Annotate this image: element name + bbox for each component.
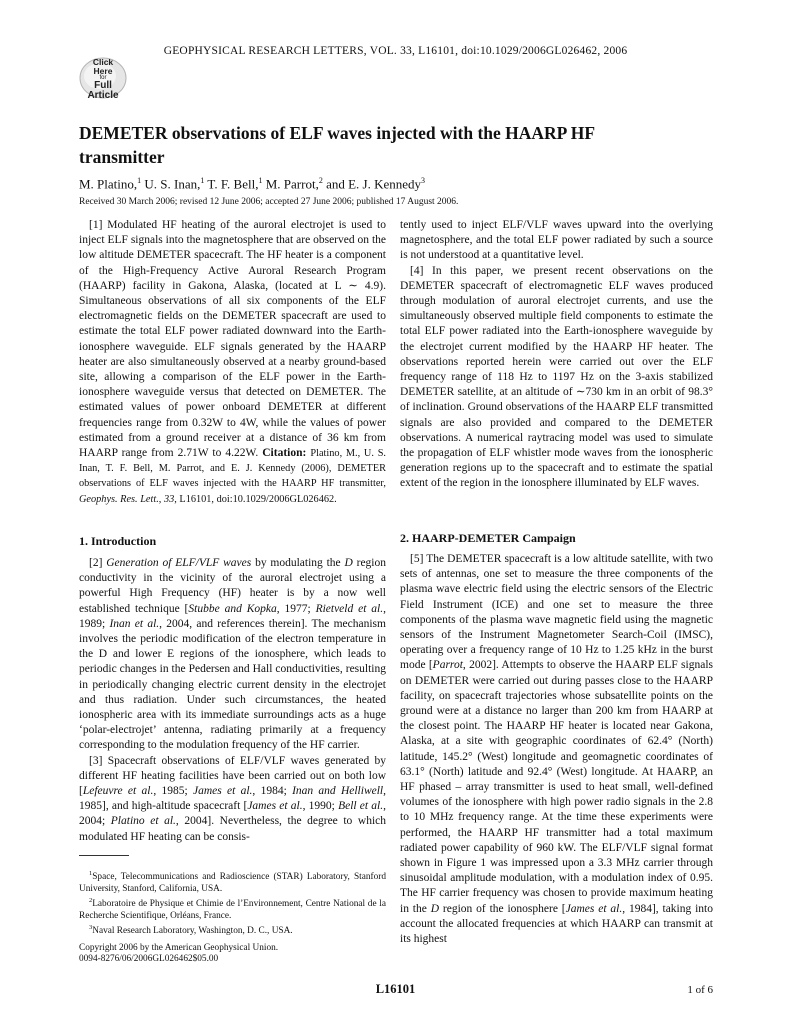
author-2: U. S. Inan,: [141, 176, 201, 192]
p2-text-a: by modulating the: [251, 557, 345, 569]
p3-text-e: , 1990;: [302, 800, 339, 813]
p2-marker: [2]: [89, 557, 103, 569]
p5-ref-2[interactable]: James et al.: [565, 902, 623, 915]
p2-text-c: , 1977;: [276, 602, 316, 615]
p3-ref-3[interactable]: Inan and Helliwell: [292, 785, 384, 798]
copyright-line-1: Copyright 2006 by the American Geophysical Union.: [79, 943, 279, 953]
right-column-top: [400, 218, 713, 492]
p3-ref-5[interactable]: Bell et al.: [338, 800, 384, 813]
citation-journal: Geophys. Res. Lett.: [79, 493, 159, 505]
citation-end: , L16101, doi:10.1029/2006GL026462.: [174, 493, 337, 505]
p2-ref-1[interactable]: Stubbe and Kopka: [188, 602, 277, 615]
author-4: M. Parrot,: [262, 176, 319, 192]
citation-volume: 33: [163, 493, 175, 505]
badge-text-for: for: [99, 75, 107, 81]
campaign-body: [400, 552, 713, 947]
badge-text-click: Click: [92, 57, 114, 67]
p3-text-a: Spacecraft observations of ELF/VLF waves generated by different HF heating facilities have been carried out on both low [: [79, 754, 386, 798]
p5-text-d: , 1984], taking into account the allocated frequencies at which HAARP can transmit at its highest: [400, 902, 713, 946]
journal-header: GEOPHYSICAL RESEARCH LETTERS, VOL. 33, L16101, doi:10.1029/2006GL026462, 2006: [163, 45, 628, 57]
footnotes: [79, 868, 386, 937]
section-heading-campaign: 2. HAARP-DEMETER Campaign: [400, 531, 576, 545]
p3-text-f: , 2004;: [79, 800, 386, 828]
footnote-3: Naval Research Laboratory, Washington, D. C., USA.: [92, 926, 293, 937]
citation-comma: ,: [158, 493, 164, 505]
received-dates: Received 30 March 2006; revised 12 June 2006; accepted 27 June 2006; published 17 August 2006.: [79, 197, 459, 207]
p4-marker: [4]: [410, 264, 424, 277]
p4-text: In this paper, we present recent observations on the DEMETER spacecraft of electromagnetic ELF waves produced through modulation of auroral electrojet currents, and use the simultaneously observed multiple field components to estimate the total ELF power radiated into the Earth-ionosphere waveguide by the electrojet current modified by the HAARP HF heater. The observations reported herein were carried out over the ELF frequency range of 118 Hz to 1197 Hz on the 3-axis stabilized DEMETER satellite, at an altitude of ∼730 km in an orbit of 98.3° of inclination. Ground observations of the HAARP ELF transmitted signals are also provided and compared to the DEMETER observations. A numerical raytracing model was used to simulate the propagation of ELF whistler mode waves from the ionospheric generation regions up to the spacecraft and to estimate the spatial extent of the region in the ionosphere illuminated by ELF waves.: [400, 264, 714, 490]
footnote-divider: [79, 855, 129, 856]
section-heading-introduction: 1. Introduction: [79, 534, 157, 548]
article-title: [79, 121, 719, 169]
citation-label: Citation:: [262, 447, 307, 460]
abstract-marker: [1]: [89, 219, 103, 231]
title-line-2: transmitter: [79, 147, 165, 167]
p3-text-b: , 1985;: [153, 785, 193, 798]
p5-marker: [5]: [410, 553, 424, 565]
badge-text-here: Here: [93, 65, 113, 76]
p5-ref-1[interactable]: Parrot: [432, 659, 463, 672]
p2-d-region: D: [344, 557, 353, 569]
p3-text-c: , 1984;: [252, 785, 293, 798]
full-article-badge[interactable]: [78, 56, 128, 100]
abstract-text: Modulated HF heating of the auroral electrojet is used to inject ELF signals into the magnetosphere that are observed on the low altitude DEMETER spacecraft. The HF heater is a component of the High-Frequency Active Auroral Research Program (HAARP) facility in Gakona, Alaska, (located at L ∼ 4.9). Simultaneous observations of all six components of the ELF electromagnetic fields on the DEMETER spacecraft are used to estimate the total ELF power radiated downward into the Earth-ionosphere waveguide. ELF signals generated by the HAARP heater are also simultaneously observed at a nearby ground-based site, allowing a comparison of the ELF power in the Earth-ionosphere waveguide versus that detected on DEMETER. The estimated values of power onboard DEMETER at different frequencies range from 0.32W to 4W, while the values of power estimated from a ground receiver at a distance of 36 km from HAARP range from 2.71W to 4.22W.: [79, 219, 386, 460]
abstract: [79, 218, 386, 507]
affil-ref-3: 3: [421, 176, 426, 185]
fn3-sup: 3: [89, 924, 93, 932]
author-list: [79, 176, 719, 192]
p3-ref-1[interactable]: Lefeuvre et al.: [82, 785, 154, 798]
author-5: and E. J. Kennedy: [322, 176, 422, 192]
p2-text-d: , 1989;: [79, 602, 386, 630]
p5-d-region: D: [430, 902, 440, 915]
title-line-1: DEMETER observations of ELF waves injected with the HAARP HF: [79, 123, 596, 143]
p2-ref-3[interactable]: Inan et al.: [109, 617, 160, 630]
fn1-sup: 1: [89, 870, 93, 877]
page-identifier: L16101: [375, 982, 416, 996]
p2-text-e: , 2004, and references therein]. The mechanism involves the periodic modification of the electron temperature in the D and lower E regions of the ionosphere, which leads to periodic changes in the Pedersen and Hall conductivities, resulting in periodically changing electric current density in the electrojet and thus radiation. Under such circumstances, the heated ionospheric area with its immediate surroundings acts as a huge ‘polar-electrojet’ antenna, radiating primarily at a frequency corresponding to the modulation frequency of the HF carrier.: [79, 617, 386, 752]
introduction-body: [79, 556, 386, 845]
fn2-sup: 2: [89, 897, 93, 905]
copyright-line-2: 0094-8276/06/2006GL026462$05.00: [79, 954, 219, 964]
copyright-notice: [79, 943, 386, 965]
badge-text-article: Article: [87, 90, 119, 101]
footnote-1: Space, Telecommunications and Radioscience (STAR) Laboratory, Stanford University, Stanford, California, USA.: [79, 872, 386, 895]
badge-text-full: Full: [94, 80, 112, 91]
page-number: 1 of 6: [687, 984, 713, 996]
citation-text: Platino, M., U. S. Inan, T. F. Bell, M. Parrot, and E. J. Kennedy (2006), DEMETER observations of ELF waves injected with the HAARP HF transmitter,: [79, 448, 386, 490]
p3-text-g: , 2004]. Nevertheless, the degree to which modulated HF heating can be consis-: [79, 815, 386, 843]
author-1: M. Platino,: [79, 176, 138, 192]
p3-marker: [3]: [89, 754, 103, 767]
author-3: T. F. Bell,: [204, 176, 259, 192]
affil-ref-2: 2: [318, 176, 323, 185]
continuation-text: tently used to inject ELF/VLF waves upward into the overlying magnetosphere, and the total ELF power radiated by such a source is not understood at a quantitative level.: [400, 219, 713, 262]
p3-text-d: , 1985], and high-altitude spacecraft [: [79, 785, 386, 813]
affil-ref-1b: 1: [200, 176, 205, 185]
affil-ref-1c: 1: [258, 176, 263, 185]
p2-text-b: region conductivity in the vicinity of the auroral electrojet using a powerful High Frequency (HF) heater is by a now well established technique [: [79, 557, 387, 615]
affil-ref-1: 1: [137, 176, 142, 185]
p3-ref-4[interactable]: James et al.: [247, 800, 303, 813]
p3-ref-6[interactable]: Platino et al.: [110, 815, 176, 828]
p3-ref-2[interactable]: James et al.: [192, 785, 253, 798]
p2-ref-2[interactable]: Rietveld et al.: [315, 602, 384, 615]
p5-text-a: The DEMETER spacecraft is a low altitude satellite, with two sets of antennas, one set to measure the three components of the plasma wave electric field using the electric sensors of the Electric Field Instrument (ICE) and one set to measure the three components of the plasma wave magnetic field using the magnetic sensors of the Instrument Magnetometer Search-Coil (IMSC), operating over a frequency range of 10 Hz to 1.25 kHz in the burst mode [: [400, 553, 713, 672]
p5-text-c: region of the ionosphere [: [439, 902, 566, 915]
p5-text-b: , 2002]. Attempts to observe the HAARP ELF signals on DEMETER were carried out during passes close to the HAARP facility, on spacecraft trajectories whose subsatellite points on the ground were at a distance no larger than 200 km from HAARP at the closest point. The HAARP HF heater is located near Gakona, Alaska, at a site with geographic coordinates of 62.4° (North) latitude, 145.2° (West) longitude and geomagnetic coordinates of 63.1° (North) latitude and 92.4° (West) longitude. At HAARP, an HF phased – array transmitter is used to heat small, well-defined volumes of the ionosphere with high power radio signals in the 2.8 to 10 MHz frequency range. At the time these experiments were performed, the HAARP HF transmitter had a total maximum radiated power capability of 960 kW. The ELF/VLF signal format shown in Figure 1 was impressed upon a 3.3 MHz carrier through sinusoidal amplitude modulation, with a modulation index of 0.95. The HF carrier frequency was chosen to provide maximum heating in the: [400, 659, 713, 915]
footnote-2: Laboratoire de Physique et Chimie de l’Environnement, Centre National de la Recherche Scientifique, Orléans, France.: [79, 899, 386, 922]
p2-italic-lead: Generation of ELF/VLF waves: [106, 557, 252, 569]
